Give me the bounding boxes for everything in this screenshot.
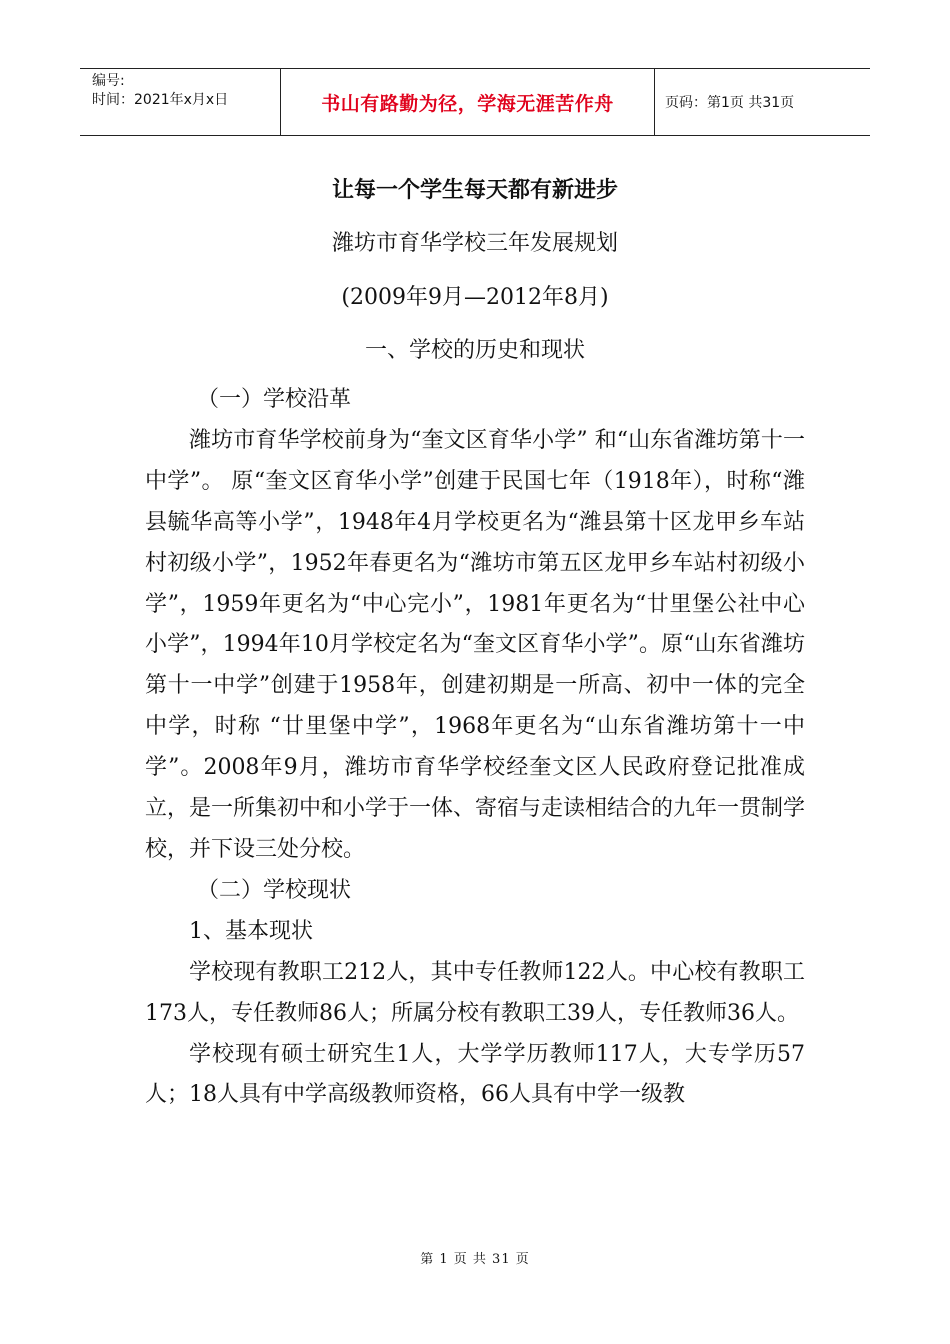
page-header — [80, 68, 870, 136]
document-body — [145, 380, 805, 1116]
section-heading-1: 一、学校的历史和现状 — [364, 338, 585, 363]
page-footer: 第 1 页 共 31 页 — [420, 1252, 530, 1267]
header-meta — [80, 69, 281, 135]
header-motto: 书山有路勤为径，学海无涯苦作舟 — [281, 69, 655, 135]
subsection-heading-basic: 1、基本现状 — [189, 918, 313, 944]
document-subtitle: 潍坊市育华学校三年发展规划 — [331, 231, 618, 256]
paragraph-history: 潍坊市育华学校前身为“奎文区育华小学” 和“山东省潍坊第十一中学”。 原“奎文区育华小学”创建于民国七年（1918年），时称“潍县毓华高等小学”，1948年4月学校更名为“潍县第十区龙甲乡车站村初级小学”，1952年春更名为“潍坊市第五区龙甲乡车站村初级小学”，1959年更名为“中心完小”，1981年更名为“廿里堡公社中心小学”，1994年10月学校定名为“奎文区育华小学”。原“山东省潍坊第十一中学”创建于1958年，创建初期是一所高、初中一体的完全中学，时称 “廿里堡中学”，1968年更名为“山东省潍坊第十一中学”。2008年9月，潍坊市育华学校经奎文区人民政府登记批准成立，是一所集初中和小学于一体、寄宿与走读相结合的九年一贯制学校，并下设三处分校。 — [145, 427, 806, 862]
paragraph-staff: 学校现有教职工212人，其中专任教师122人。中心校有教职工173人，专任教师86人；所属分校有教职工39人，专任教师36人。 — [145, 959, 805, 1026]
header-date-label: 时间：2021年x月x日 — [92, 92, 229, 108]
subsection-heading-status: （二）学校现状 — [197, 877, 352, 903]
document-title: 让每一个学生每天都有新进步 — [331, 178, 618, 203]
paragraph-qualifications: 学校现有硕士研究生1人，大学学历教师117人，大专学历57人；18人具有中学高级教师资格，66人具有中学一级教 — [145, 1041, 805, 1108]
subsection-heading-history: （一）学校沿革 — [197, 387, 352, 412]
header-page-info: 页码：第1页 共31页 — [665, 95, 795, 111]
header-number-label: 编号: — [92, 73, 125, 89]
document-date-range: (2009年9月—2012年8月) — [341, 285, 609, 310]
